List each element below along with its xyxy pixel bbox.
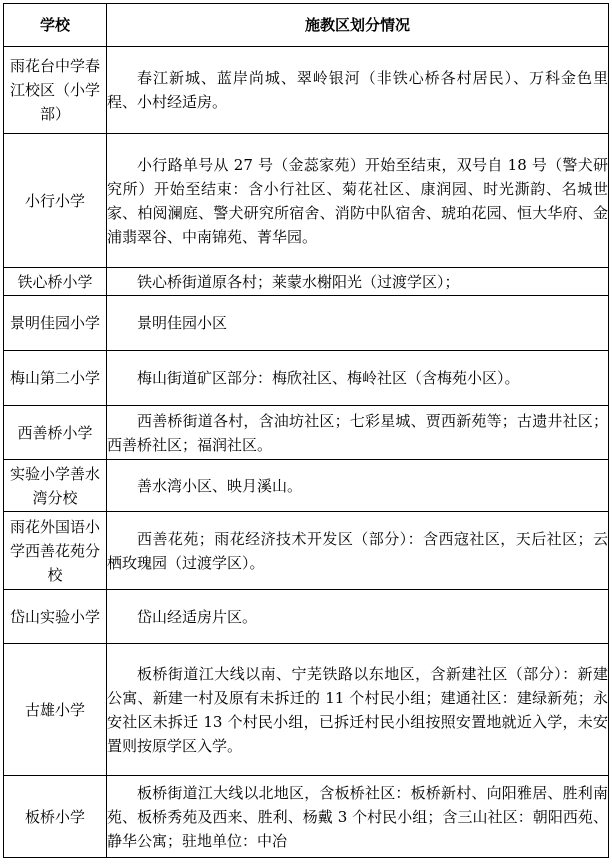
area-cell xyxy=(107,776,609,858)
area-text: 板桥街道江大线以北地区，含板桥社区：板桥新村、向阳雅居、胜利南苑、板桥秀苑及西来、胜利、杨戴 3 个村民小组；含三山社区：朝阳西苑、静华公寓；驻地单位：中冶 xyxy=(107,783,608,850)
school-cell: 实验小学善水湾分校 xyxy=(4,460,107,512)
table-row xyxy=(4,776,609,858)
school-cell: 景明佳园小学 xyxy=(4,296,107,351)
area-cell xyxy=(107,296,609,351)
area-cell xyxy=(107,512,609,590)
school-district-table xyxy=(3,3,609,858)
school-cell: 小行小学 xyxy=(4,134,107,268)
table-row xyxy=(4,590,609,644)
school-cell: 板桥小学 xyxy=(4,776,107,858)
area-text: 西善桥街道各村，含油坊社区；七彩星城、贾西新苑等；古遗井社区；西善桥社区；福润社区。 xyxy=(107,411,608,454)
school-cell: 西善桥小学 xyxy=(4,406,107,460)
area-cell xyxy=(107,47,609,134)
area-column-header: 施教区划分情况 xyxy=(107,4,609,47)
area-cell xyxy=(107,460,609,512)
area-cell xyxy=(107,134,609,268)
table-row xyxy=(4,512,609,590)
area-text: 梅山街道矿区部分：梅欣社区、梅岭社区（含梅苑小区）。 xyxy=(137,369,520,387)
school-cell: 雨花台中学春江校区（小学部） xyxy=(4,47,107,134)
area-cell xyxy=(107,644,609,776)
school-cell: 岱山实验小学 xyxy=(4,590,107,644)
area-text: 西善花苑；雨花经济技术开发区（部分）：含西寇社区，天后社区；云栖玫瑰园（过渡学区）。 xyxy=(107,529,608,572)
area-cell xyxy=(107,406,609,460)
area-cell xyxy=(107,590,609,644)
school-cell: 雨花外国语小学西善花苑分校 xyxy=(4,512,107,590)
area-cell xyxy=(107,351,609,406)
area-text: 小行路单号从 27 号（金蕊家苑）开始至结束，双号自 18 号（警犬研究所）开始至结束：含小行社区、菊花社区、康润园、时光澌韵、名城世家、柏阅澜庭、警犬研究所宿舍、消防中队宿舍、琥珀花园、恒大华府、金浦翡翠谷、中南锦苑、菁华园。 xyxy=(107,155,608,246)
area-text: 铁心桥街道原各村；莱蒙水榭阳光（过渡学区）； xyxy=(137,272,460,291)
table-row xyxy=(4,296,609,351)
table-row xyxy=(4,644,609,776)
school-cell: 古雄小学 xyxy=(4,644,107,776)
school-column-header: 学校 xyxy=(4,4,107,47)
table-row xyxy=(4,268,609,296)
area-text: 春江新城、蓝岸尚城、翠岭银河（非铁心桥各村居民）、万科金色里程、小村经适房。 xyxy=(107,69,608,111)
table-row xyxy=(4,406,609,460)
area-text: 岱山经适房片区。 xyxy=(137,607,258,626)
area-cell xyxy=(107,268,609,296)
area-text: 善水湾小区、映月溪山。 xyxy=(137,476,303,495)
table-row xyxy=(4,134,609,268)
table-row xyxy=(4,351,609,406)
school-cell: 梅山第二小学 xyxy=(4,351,107,406)
area-text: 景明佳园小区 xyxy=(137,314,228,332)
area-text: 板桥街道江大线以南、宁芜铁路以东地区，含新建社区（部分）：新建公寓、新建一村及原有未拆迁的 11 个村民小组；建通社区：建绿新苑；永安社区未拆迁 13 个村民小组，已拆迁村民小组按照安置地就近入学，未安置则按原学区入学。 xyxy=(107,664,608,755)
school-cell: 铁心桥小学 xyxy=(4,268,107,296)
table-header-row xyxy=(4,4,609,47)
table-row xyxy=(4,460,609,512)
table-row xyxy=(4,47,609,134)
